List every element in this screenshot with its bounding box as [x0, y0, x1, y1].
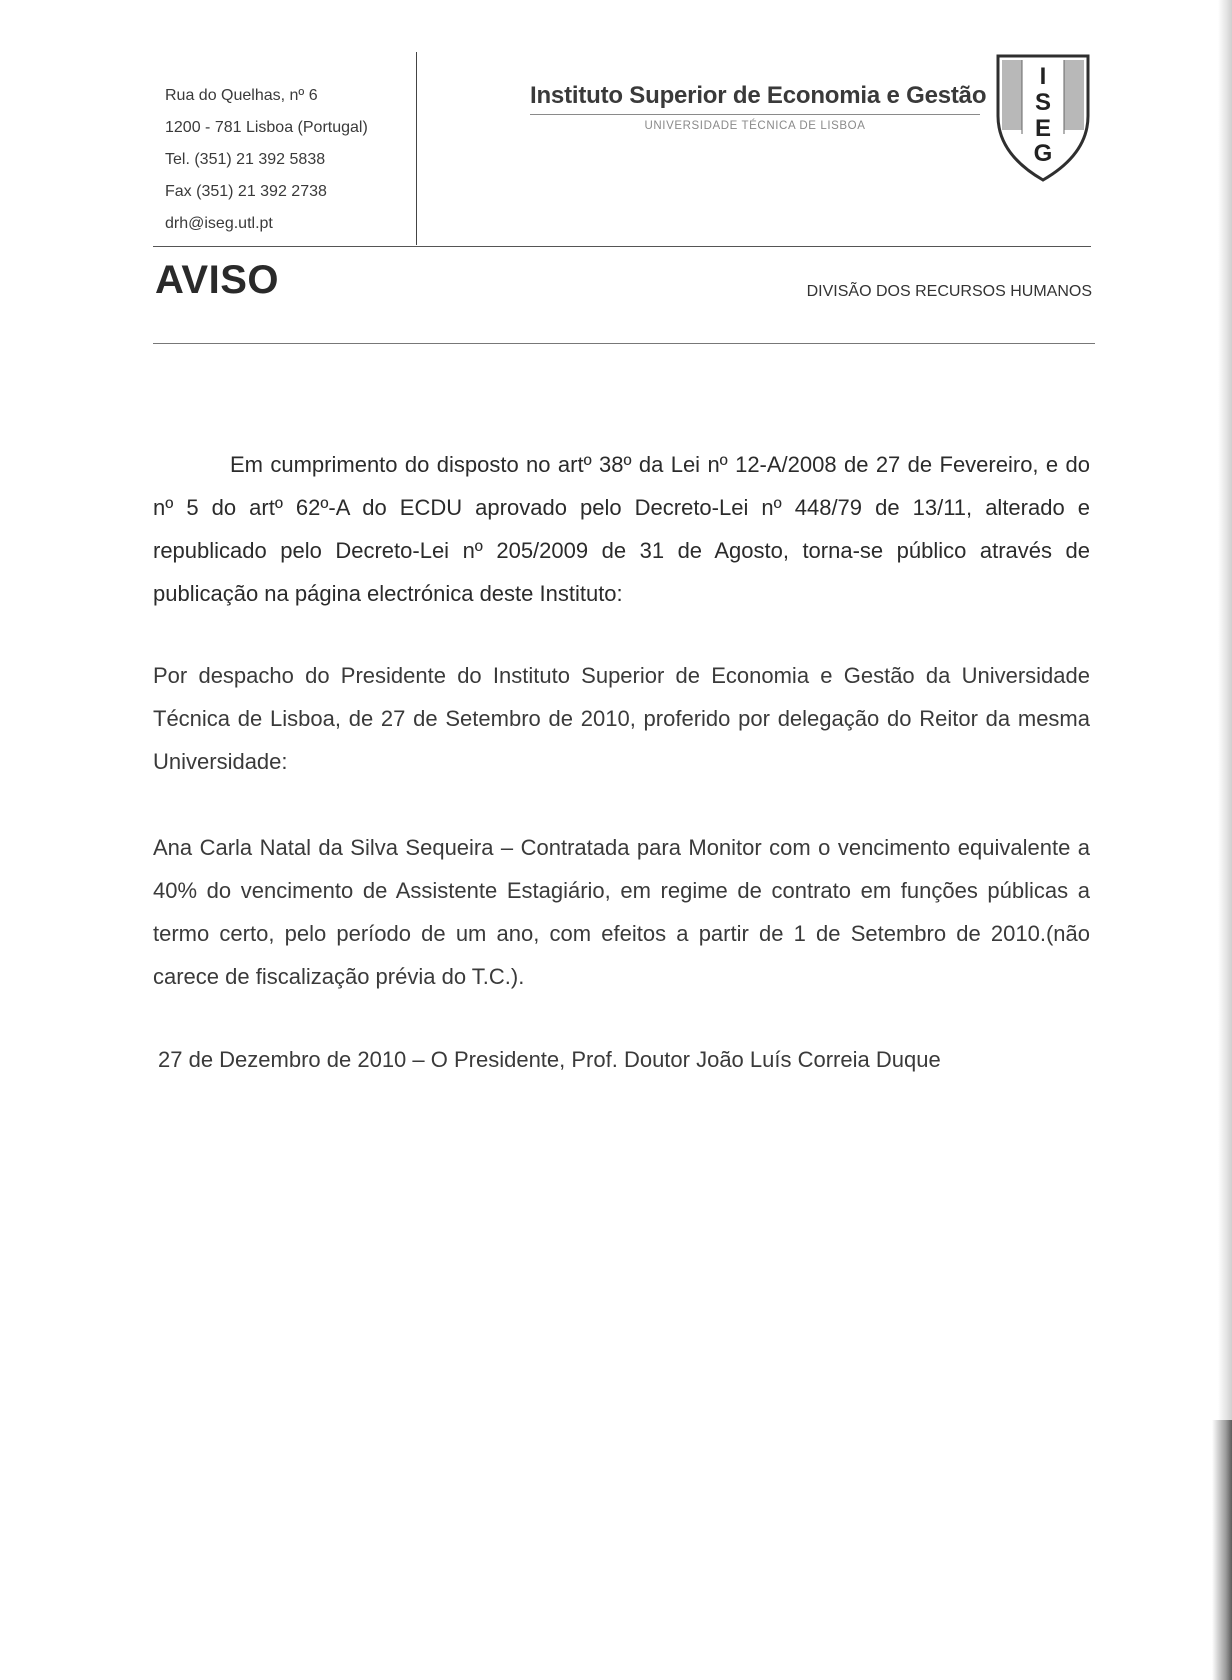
header-rule [153, 246, 1091, 247]
address-email: drh@iseg.utl.pt [165, 215, 273, 232]
iseg-shield-logo [994, 54, 1092, 184]
title-rule [153, 343, 1095, 344]
notice-title: AVISO [155, 258, 280, 302]
logo-letter-i: I [1039, 63, 1047, 90]
address-city: 1200 - 781 Lisboa (Portugal) [165, 119, 368, 136]
address-phone: Tel. (351) 21 392 5838 [165, 151, 326, 168]
institution-name: Instituto Superior de Economia e Gestão [530, 82, 987, 109]
page-edge-shadow-bottom [1212, 1420, 1232, 1680]
paragraph-legal-basis: Em cumprimento do disposto no artº 38º da Lei nº 12-A/2008 de 27 de Fevereiro, e do nº 5 do artº 62º-A do ECDU aprovado pelo Decreto-Lei nº 448/79 de 13/11, alterado e republicado pelo Decreto-Lei nº 205/2009 de 31 de Agosto, torna-se público através de publicação na página electrónica deste Instituto: [153, 452, 1090, 606]
logo-letter-s: S [1034, 89, 1052, 116]
paragraph-dispatch: Por despacho do Presidente do Instituto Superior de Economia e Gestão da Universidade Técnica de Lisboa, de 27 de Setembro de 2010, proferido por delegação do Reitor da mesma Universidade: [153, 663, 1090, 774]
university-name: UNIVERSIDADE TÉCNICA DE LISBOA [644, 120, 866, 132]
address-fax: Fax (351) 21 392 2738 [165, 183, 327, 200]
paragraph-appointment: Ana Carla Natal da Silva Sequeira – Contratada para Monitor com o vencimento equivalente a 40% do vencimento de Assistente Estagiário, em regime de contrato em funções públicas a termo certo, pelo período de um ano, com efeitos a partir de 1 de Setembro de 2010.(não carece de fiscalização prévia do T.C.). [153, 835, 1090, 989]
address-block [165, 80, 368, 240]
logo-letter-g: G [1033, 140, 1053, 167]
institution-underline [530, 114, 980, 115]
division-label: DIVISÃO DOS RECURSOS HUMANOS [806, 283, 1092, 300]
logo-letter-e: E [1034, 115, 1052, 142]
signature-line: 27 de Dezembro de 2010 – O Presidente, Prof. Doutor João Luís Correia Duque [158, 1047, 941, 1072]
header-vertical-divider [416, 52, 417, 245]
address-street: Rua do Quelhas, nº 6 [165, 87, 318, 104]
